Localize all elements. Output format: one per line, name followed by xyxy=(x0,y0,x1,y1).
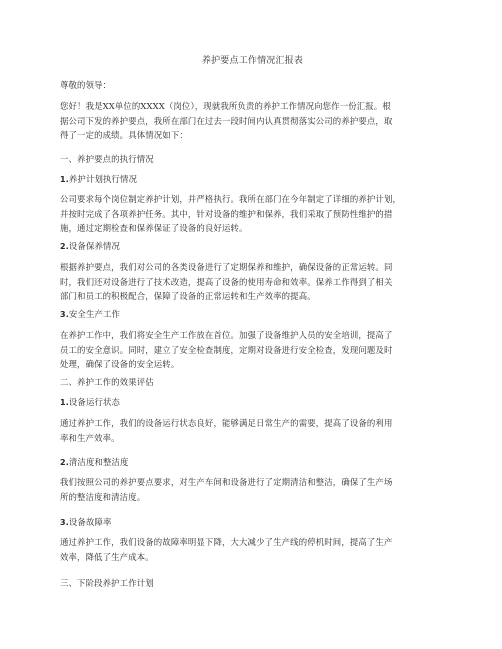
intro-line: 您好！我是XX单位的XXXX（岗位），现就我所负责的养护工作情况向您作一份汇报。根 xyxy=(60,101,391,111)
section-2-heading: 二、养护工作的效果评估 xyxy=(60,377,154,387)
subsection-heading xyxy=(60,307,445,322)
subsection-heading xyxy=(60,239,445,254)
subsection-heading xyxy=(60,395,445,410)
item-label: 设备保养情况 xyxy=(68,241,121,251)
paragraph xyxy=(60,535,445,564)
intro-line: 据公司下发的养护要点，我所在部门在过去一段时间内认真贯彻落实公司的养护要点，取 xyxy=(60,115,393,126)
section-1-heading: 一、养护要点的执行情况 xyxy=(60,154,154,164)
item-label: 养护计划执行情况 xyxy=(68,174,138,184)
paragraph-line: 部门和员工的积极配合，保障了设备的正常运转和生产效率的提高。 xyxy=(60,291,316,301)
item-number: 3. xyxy=(60,518,69,527)
item-label: 设备故障率 xyxy=(68,517,112,527)
paragraph xyxy=(60,475,445,504)
paragraph xyxy=(60,192,445,236)
paragraph-line: 效率，降低了生产成本。 xyxy=(60,551,154,562)
paragraph-line: 时，我们还对设备进行了技术改造，提高了设备的使用寿命和效率。保养工作得到了相关 xyxy=(60,276,393,287)
paragraph-line: 并按时完成了各项养护任务。其中，针对设备的维护和保养，我们采取了预防性维护的措 xyxy=(60,208,393,219)
paragraph-line: 公司要求每个岗位制定养护计划，并严格执行。我所在部门在今年制定了详细的养护计划， xyxy=(60,194,401,204)
section-heading xyxy=(60,375,445,390)
item-label: 安全生产工作 xyxy=(68,309,121,319)
paragraph xyxy=(60,416,445,445)
subsection-heading xyxy=(60,515,445,530)
salutation xyxy=(60,78,445,93)
paragraph-line: 施，通过定期检查和保养保证了设备的良好运转。 xyxy=(60,223,248,233)
section-heading xyxy=(60,576,445,591)
item-number: 3. xyxy=(60,310,69,319)
paragraph-line: 率和生产效率。 xyxy=(60,432,120,443)
paragraph xyxy=(60,260,445,304)
intro-paragraph xyxy=(60,99,445,143)
item-number: 2. xyxy=(60,242,69,251)
section-3-heading: 三、下阶段养护工作计划 xyxy=(60,578,154,588)
item-number: 2. xyxy=(60,458,69,467)
paragraph-line: 在养护工作中，我们将安全生产工作放在首位。加强了设备维护人员的安全培训，提高了 xyxy=(60,330,393,340)
paragraph-line: 通过养护工作，我们的设备运行状态良好，能够满足日常生产的需要，提高了设备的利用 xyxy=(60,418,393,428)
document-title: 养护要点工作情况汇报表 xyxy=(201,56,304,66)
paragraph-line: 处理，确保了设备的安全运转。 xyxy=(60,359,180,369)
paragraph-line: 根据养护要点，我们对公司的各类设备进行了定期保养和维护，确保设备的正常运转。同 xyxy=(60,262,393,272)
paragraph xyxy=(60,328,445,372)
item-number: 1. xyxy=(60,175,69,184)
item-label: 清洁度和整洁度 xyxy=(68,457,129,467)
paragraph-line: 通过养护工作，我们设备的故障率明显下降，大大减少了生产线的停机时间，提高了生产 xyxy=(60,537,393,547)
paragraph-line: 员工的安全意识。同时，建立了安全检查制度，定期对设备进行安全检查，发现问题及时 xyxy=(60,344,393,355)
section-heading xyxy=(60,152,445,167)
paragraph-line: 所的整洁度和清洁度。 xyxy=(60,491,146,502)
item-label: 设备运行状态 xyxy=(68,397,121,407)
paragraph-line: 我们按照公司的养护要点要求，对生产车间和设备进行了定期清洁和整洁，确保了生产场 xyxy=(60,477,393,487)
salutation-line: 尊敬的领导： xyxy=(60,80,112,90)
subsection-heading xyxy=(60,172,445,187)
item-number: 1. xyxy=(60,398,69,407)
subsection-heading xyxy=(60,455,445,470)
intro-line: 得了一定的成绩。具体情况如下： xyxy=(60,130,188,140)
